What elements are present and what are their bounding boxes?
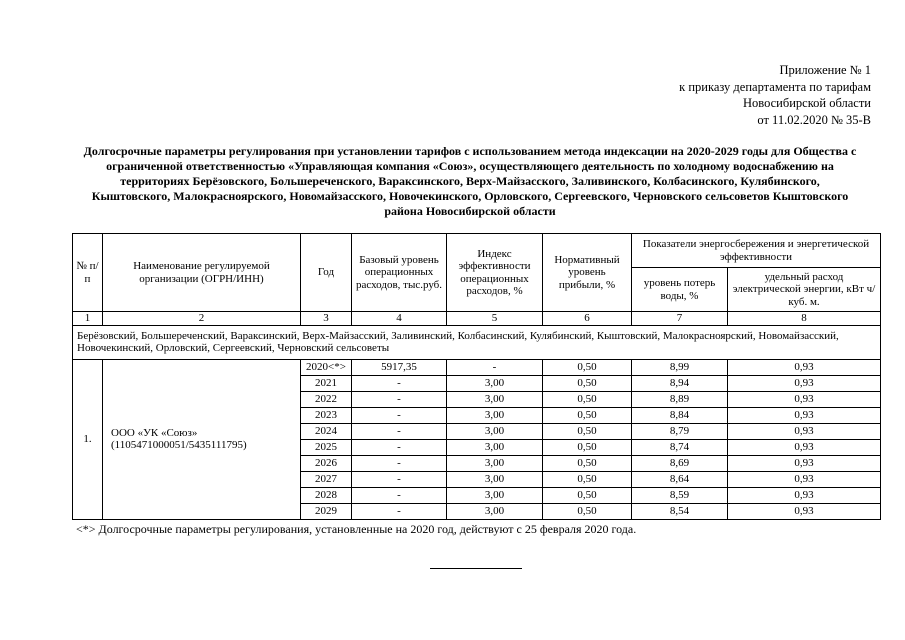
efficiency-index-cell: 3,00: [447, 439, 543, 455]
header-energy-consumption: удельный расход электрической энергии, кВт ч/куб. м.: [728, 268, 881, 312]
year-cell: 2023: [301, 407, 352, 423]
header-num: № п/п: [73, 234, 103, 312]
table-row: [73, 359, 881, 375]
appendix-header: [679, 62, 871, 128]
col-number: 6: [543, 312, 632, 326]
col-number: 8: [728, 312, 881, 326]
col-number: 4: [352, 312, 447, 326]
base-costs-cell: -: [352, 375, 447, 391]
region-text: Берёзовский, Большереченский, Вараксинский, Верх-Майзасский, Заливинский, Колбасинский, Кулябинский, Кыштовский, Малокрасноярский, Новомайзасский, Новочекинский, Орловский, Сергеевский, Черновский сельсоветы: [73, 325, 881, 359]
energy-consumption-cell: 0,93: [728, 391, 881, 407]
base-costs-cell: -: [352, 391, 447, 407]
profit-cell: 0,50: [543, 391, 632, 407]
water-losses-cell: 8,94: [632, 375, 728, 391]
base-costs-cell: -: [352, 471, 447, 487]
year-cell: 2022: [301, 391, 352, 407]
appendix-line-4: от 11.02.2020 № 35-В: [757, 112, 871, 127]
energy-consumption-cell: 0,93: [728, 359, 881, 375]
base-costs-cell: -: [352, 487, 447, 503]
year-cell: 2026: [301, 455, 352, 471]
document-title: Долгосрочные параметры регулирования при установлении тарифов с использованием метода индексации на 2020-2029 годы для Общества с ограниченной ответственностью «Управляющая компания «Союз», осуществляющего деятельность по холодному водоснабжению на территориях Берёзовского, Большереченского, Вараксинского, Верх-Майзасского, Заливинского, Колбасинского, Кулябинского, Кыштовского, Малокрасноярского, Новомайзасского, Новочекинского, Орловского, Сергеевского, Черновского сельсоветов Кыштовского района Новосибирской области: [83, 144, 857, 218]
year-cell: 2025: [301, 439, 352, 455]
efficiency-index-cell: 3,00: [447, 391, 543, 407]
col-number: 5: [447, 312, 543, 326]
year-cell: 2027: [301, 471, 352, 487]
year-cell: 2021: [301, 375, 352, 391]
year-cell: 2020<*>: [301, 359, 352, 375]
year-cell: 2024: [301, 423, 352, 439]
profit-cell: 0,50: [543, 471, 632, 487]
profit-cell: 0,50: [543, 487, 632, 503]
header-water-losses: уровень потерь воды, %: [632, 268, 728, 312]
water-losses-cell: 8,64: [632, 471, 728, 487]
efficiency-index-cell: 3,00: [447, 471, 543, 487]
col-number: 2: [103, 312, 301, 326]
col-number: 3: [301, 312, 352, 326]
efficiency-index-cell: 3,00: [447, 407, 543, 423]
base-costs-cell: 5917,35: [352, 359, 447, 375]
column-numbers-row: [73, 312, 881, 326]
profit-cell: 0,50: [543, 375, 632, 391]
efficiency-index-cell: 3,00: [447, 487, 543, 503]
col-number: 1: [73, 312, 103, 326]
profit-cell: 0,50: [543, 455, 632, 471]
base-costs-cell: -: [352, 423, 447, 439]
energy-consumption-cell: 0,93: [728, 471, 881, 487]
region-row: [73, 325, 881, 359]
appendix-line-3: Новосибирской области: [742, 96, 871, 110]
parameters-table: [72, 233, 881, 520]
water-losses-cell: 8,89: [632, 391, 728, 407]
profit-cell: 0,50: [543, 407, 632, 423]
header-base-costs: Базовый уровень операционных расходов, тыс.руб.: [352, 234, 447, 312]
profit-cell: 0,50: [543, 503, 632, 519]
organization-name: ООО «УК «Союз»: [111, 426, 198, 439]
energy-consumption-cell: 0,93: [728, 423, 881, 439]
energy-consumption-cell: 0,93: [728, 439, 881, 455]
efficiency-index-cell: 3,00: [447, 423, 543, 439]
base-costs-cell: -: [352, 439, 447, 455]
appendix-line-2: к приказу департамента по тарифам: [679, 79, 871, 94]
water-losses-cell: 8,79: [632, 423, 728, 439]
base-costs-cell: -: [352, 407, 447, 423]
organization-cell: [103, 359, 301, 519]
separator-line: [430, 568, 522, 569]
col-number: 7: [632, 312, 728, 326]
header-efficiency-index: Индекс эффективности операционных расходов, %: [447, 234, 543, 312]
water-losses-cell: 8,69: [632, 455, 728, 471]
footnote: <*> Долгосрочные параметры регулирования, установленные на 2020 год, действуют с 25 февраля 2020 года.: [76, 522, 637, 536]
energy-consumption-cell: 0,93: [728, 375, 881, 391]
water-losses-cell: 8,54: [632, 503, 728, 519]
header-year: Год: [301, 234, 352, 312]
profit-cell: 0,50: [543, 359, 632, 375]
energy-consumption-cell: 0,93: [728, 407, 881, 423]
water-losses-cell: 8,59: [632, 487, 728, 503]
entry-number: 1.: [73, 359, 103, 519]
header-profit: Нормативный уровень прибыли, %: [543, 234, 632, 312]
profit-cell: 0,50: [543, 423, 632, 439]
base-costs-cell: -: [352, 455, 447, 471]
energy-consumption-cell: 0,93: [728, 503, 881, 519]
energy-consumption-cell: 0,93: [728, 487, 881, 503]
efficiency-index-cell: 3,00: [447, 503, 543, 519]
water-losses-cell: 8,99: [632, 359, 728, 375]
header-org: Наименование регулируемой организации (ОГРН/ИНН): [103, 234, 301, 312]
water-losses-cell: 8,84: [632, 407, 728, 423]
appendix-line-1: Приложение № 1: [779, 63, 871, 77]
header-energy-group: Показатели энергосбережения и энергетической эффективности: [632, 234, 881, 268]
efficiency-index-cell: 3,00: [447, 455, 543, 471]
efficiency-index-cell: 3,00: [447, 375, 543, 391]
energy-consumption-cell: 0,93: [728, 455, 881, 471]
profit-cell: 0,50: [543, 439, 632, 455]
base-costs-cell: -: [352, 503, 447, 519]
efficiency-index-cell: -: [447, 359, 543, 375]
organization-ids: (1105471000051/5435111795): [111, 439, 247, 451]
year-cell: 2028: [301, 487, 352, 503]
water-losses-cell: 8,74: [632, 439, 728, 455]
year-cell: 2029: [301, 503, 352, 519]
